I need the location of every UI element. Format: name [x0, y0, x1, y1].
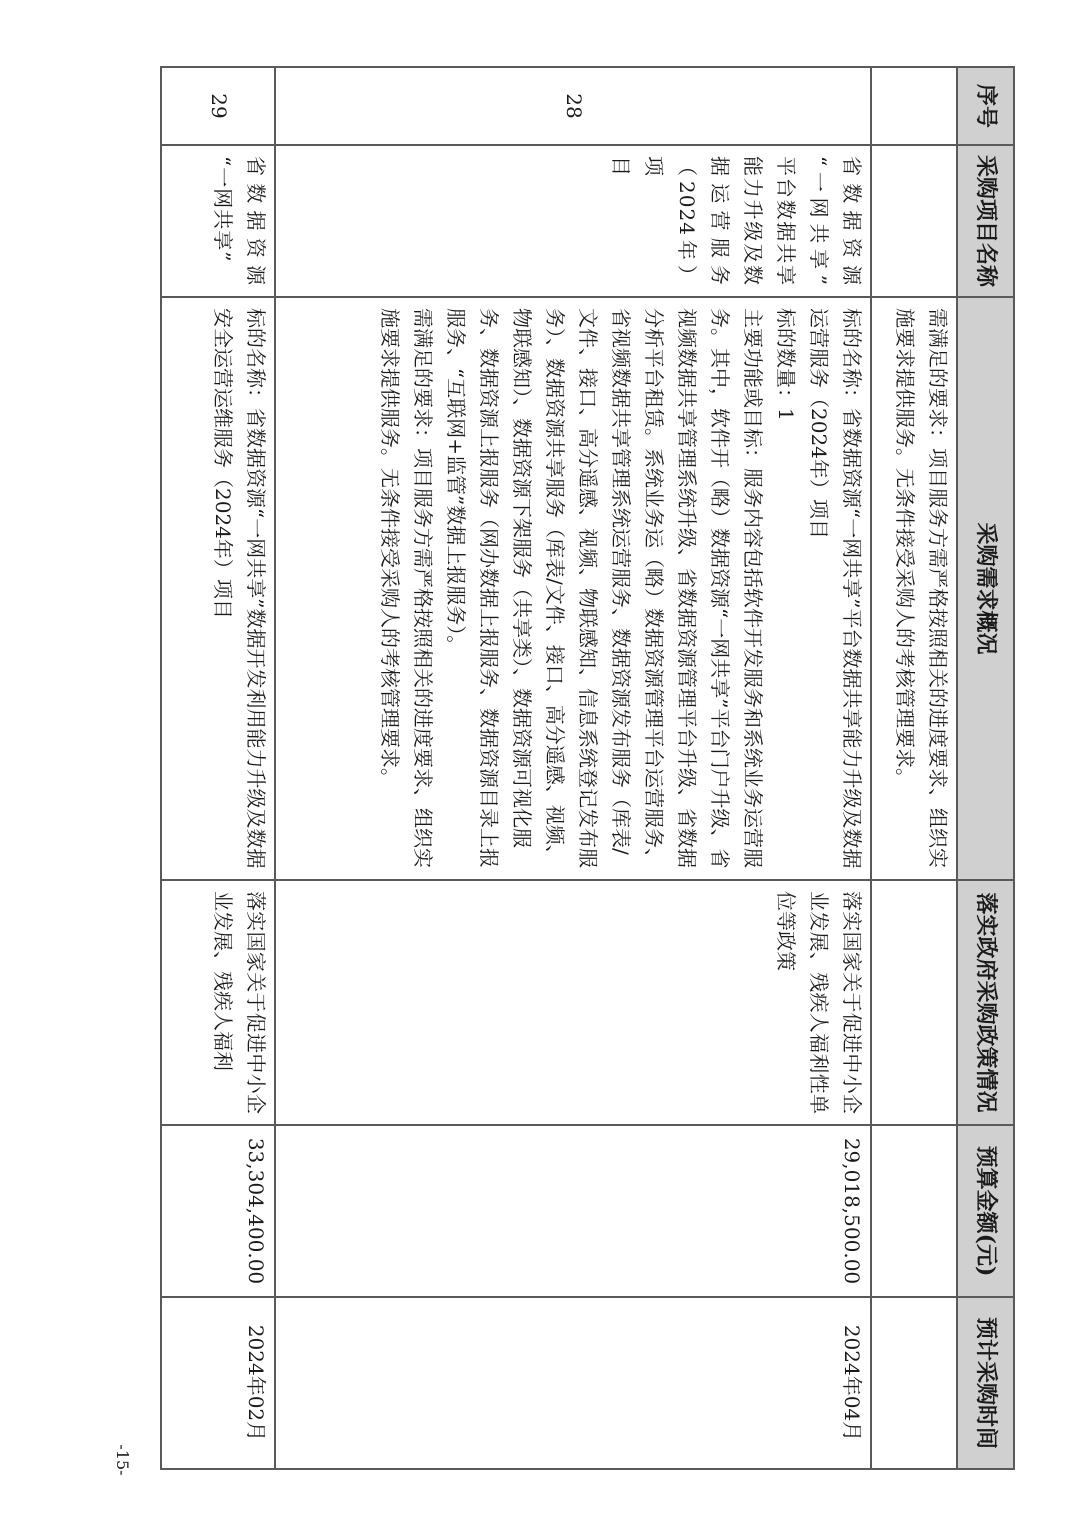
header-index: 序号: [957, 67, 1014, 145]
cell-index: 29: [161, 67, 275, 145]
procurement-table: [160, 66, 1015, 1470]
cell-amount: 33,304,400.00: [161, 1125, 275, 1297]
table-row: [161, 67, 275, 1469]
header-budget: 预算金额(元): [957, 1125, 1014, 1297]
cell-time: [871, 1297, 957, 1469]
cell-name: [871, 145, 957, 297]
cell-desc: 需满足的要求：项目服务方需严格按照相关的进度要求、组织实施要求提供服务。无条件接受采购人的考核管理要求。: [871, 297, 957, 880]
cell-time: 2024年02月: [161, 1297, 275, 1469]
cell-policy: [871, 880, 957, 1125]
cell-amount: [871, 1125, 957, 1297]
cell-index: 28: [275, 67, 871, 145]
header-policy: 落实政府采购政策情况: [957, 880, 1014, 1125]
cell-policy: 落实国家关于促进中小企业发展、残疾人福利: [161, 880, 275, 1125]
cell-name: 省数据资源 “一网共享” 平台数据共享 能力升级及数 据运营服务 （2024年）项 目: [275, 145, 871, 297]
cell-name: 省数据资源 “一网共享”: [161, 145, 275, 297]
header-requirements: 采购需求概况: [957, 297, 1014, 880]
cell-desc: 标的名称：省数据资源“一网共享”平台数据共享能力升级及数据运营服务（2024年）项目 标的数量：1 主要功能或目标：服务内容包括软件开发服务和系统业务运营服务。其中，软件开（略）数据资源“一网共享”平台门户升级、省视频数据共享管理系统升级、省数据资源管理平台升级、省数据分析平台租赁。系统业务运（略）数据资源管理平台运营服务、省视频数据共享管理系统运营服务、数据资源发布服务（库表/文件、接口、高分遥感、视频、物联感知、信息系统登记发布服务）、数据资源共享服务（库表/文件、接口、高分遥感、视频、物联感知）、数据资源下架服务（共享类）、数据资源可视化服务、数据资源上报服务（网办数据上报服务、数据资源目录上报服务、“互联网+监管”数据上报服务）。 需满足的要求：项目服务方需严格按照相关的进度要求、组织实施要求提供服务。无条件接受采购人的考核管理要求。: [275, 297, 871, 880]
cell-index: [871, 67, 957, 145]
cell-amount: 29,018,500.00: [275, 1125, 871, 1297]
cell-desc: 标的名称：省数据资源“一网共享”数据开发利用能力升级及数据安全运营运维服务（2024年）项目: [161, 297, 275, 880]
page-number: -15-: [113, 1444, 132, 1476]
header-time: 预计采购时间: [957, 1297, 1014, 1469]
cell-policy: 落实国家关于促进中小企业发展、残疾人福利性单位等政策: [275, 880, 871, 1125]
header-row: [957, 67, 1014, 1469]
header-project-name: 采购项目名称: [957, 145, 1014, 297]
table-row: [275, 67, 871, 1469]
table-row-continued: [871, 67, 957, 1469]
cell-time: 2024年04月: [275, 1297, 871, 1469]
rotated-table-page: [160, 66, 1015, 1468]
